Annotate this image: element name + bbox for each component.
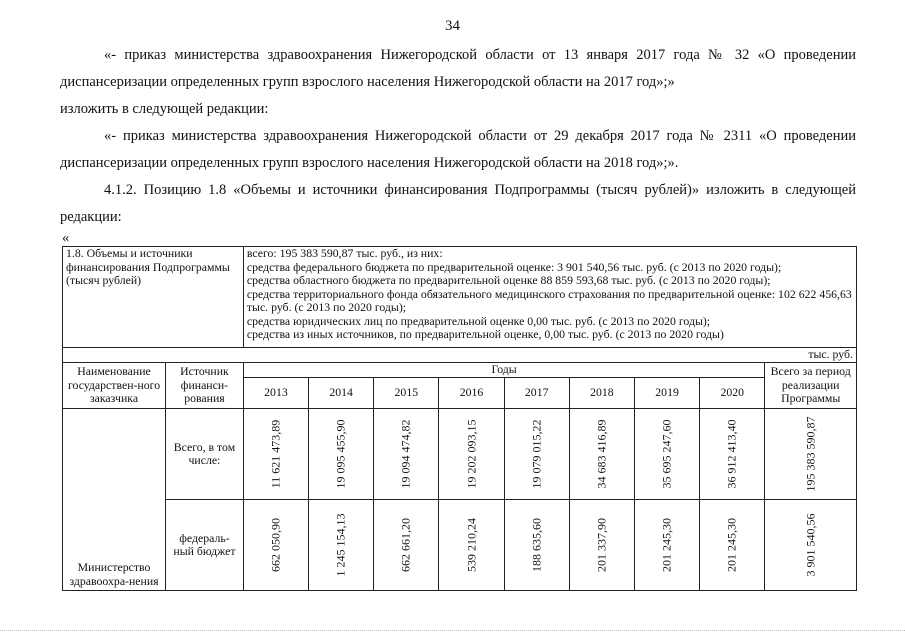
value-text: 201 337,90 [594,518,609,572]
value-text: 188 635,60 [528,518,543,572]
value-cell [439,500,504,591]
value-text: 201 245,30 [724,518,739,572]
year-header: 2018 [569,378,634,409]
value-text: 34 683 416,89 [594,419,609,489]
table-row [63,500,857,591]
summary-line: средства федерального бюджета по предварительной оценке: 3 901 540,56 тыс. руб. (с 2013 по 2020 годы); [246,259,782,274]
value-cell [439,409,504,500]
value-text: 36 912 413,40 [724,419,739,489]
value-text: 662 661,20 [398,518,413,572]
value-text: 1 245 154,13 [333,513,348,577]
total-text: 195 383 590,87 [802,416,817,492]
year-header: 2013 [243,378,308,409]
financing-table [62,246,857,591]
paragraph-order-2018-line1: «- приказ министерства здравоохранения Нижегородской области от 29 декабря 2017 года № 2311 «О проведении [104,128,856,144]
value-text: 539 210,24 [463,518,478,572]
total-text: 3 901 540,56 [802,513,817,577]
value-cell [309,500,374,591]
year-header: 2020 [700,378,765,409]
total-cell [765,409,857,500]
column-header-row [63,363,857,378]
year-header: 2015 [374,378,439,409]
value-cell [243,500,308,591]
value-cell [243,409,308,500]
table-header-row [63,247,857,348]
value-text: 201 245,30 [659,518,674,572]
source-cell: федераль-ный бюджет [166,500,244,591]
value-text: 19 094 474,82 [398,419,413,489]
scan-edge-divider [0,630,905,632]
year-header: 2014 [309,378,374,409]
value-text: 662 050,90 [268,518,283,572]
value-text: 19 079 015,22 [528,419,543,489]
year-header: 2019 [634,378,699,409]
value-cell [569,500,634,591]
year-header: 2016 [439,378,504,409]
value-cell [309,409,374,500]
position-title: 1.8. Объемы и источники финансирования Подпрограммы (тысяч рублей) [66,246,230,287]
paragraph-position-1-8-line2: редакции: [60,209,122,225]
years-header: Годы [243,363,765,378]
value-cell [634,409,699,500]
value-text: 19 202 093,15 [463,419,478,489]
summary-line: всего: 195 383 590,87 тыс. руб., из них: [246,246,443,260]
summary-line: средства юридических лиц по предварительной оценке 0,00 тыс. руб. (с 2013 по 2020 годы); [246,313,711,328]
paragraph-order-2017-line1: «- приказ министерства здравоохранения Нижегородской области от 13 января 2017 года № 32 «О проведении [104,47,856,63]
value-cell [569,409,634,500]
table-row [63,409,857,500]
paragraph-order-2017-line2: диспансеризации определенных групп взрослого населения Нижегородской области на 2017 год»;» [60,74,675,90]
customer-header: Наименование государствен-ного заказчика [63,363,166,409]
paragraph-new-wording: изложить в следующей редакции: [60,101,269,117]
value-cell [700,409,765,500]
paragraph-position-1-8-line1: 4.1.2. Позицию 1.8 «Объемы и источники финансирования Подпрограммы (тысяч рублей)» изложить в следующей [104,182,856,198]
position-title-cell [63,247,244,348]
units-label: тыс. руб. [63,348,857,363]
page-number: 34 [445,18,460,34]
value-cell [374,409,439,500]
summary-line: средства территориального фонда обязательного медицинского страхования по предварительной оценке: 102 622 456,63 тыс. руб. (с 2013 по 2020 годы); [246,286,852,314]
total-header: Всего за период реализации Программы [765,363,857,409]
opening-quote: « [62,230,70,246]
value-text: 11 621 473,89 [268,419,283,489]
source-cell: Всего, в том числе: [166,409,244,500]
value-cell [374,500,439,591]
summary-line: средства областного бюджета по предварительной оценке 88 859 593,68 тыс. руб. (с 2013 по 2020 годы); [246,273,771,287]
summary-line: средства из иных источников, по предварительной оценке, 0,00 тыс. руб. (с 2013 по 2020 годы) [246,327,724,341]
source-header: Источник финанси-рования [166,363,244,409]
units-row [63,348,857,363]
paragraph-order-2018-line2: диспансеризации определенных групп взрослого населения Нижегородской области на 2018 год»;». [60,155,679,171]
value-cell [700,500,765,591]
value-cell [504,409,569,500]
total-cell [765,500,857,591]
value-cell [634,500,699,591]
value-text: 19 095 455,90 [333,419,348,489]
year-header: 2017 [504,378,569,409]
financing-summary-cell [243,247,856,348]
value-text: 35 695 247,60 [659,419,674,489]
customer-cell: Министерство здравоохра-нения [63,409,166,591]
value-cell [504,500,569,591]
